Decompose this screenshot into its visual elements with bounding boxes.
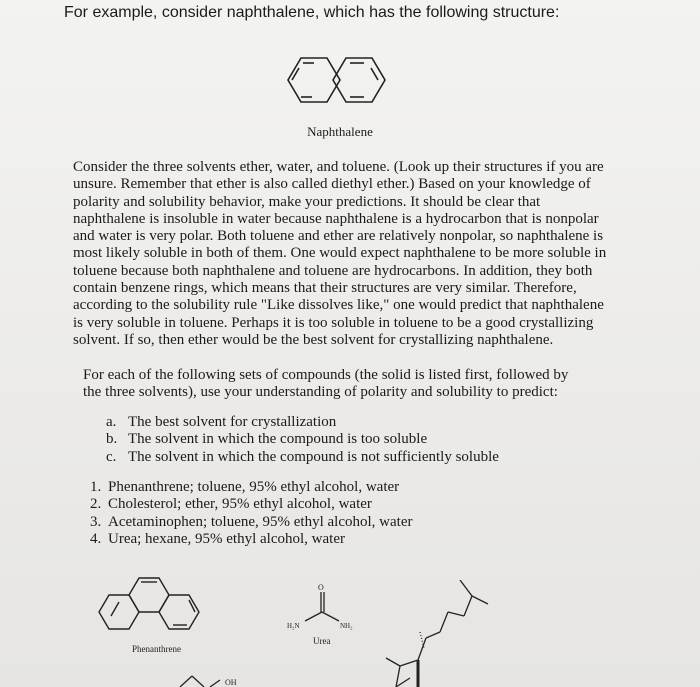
urea-amine-left: H₂N: [287, 622, 300, 630]
list-item-text: Acetaminophen; toluene, 95% ethyl alcohol, water: [108, 513, 413, 530]
list-item: [90, 496, 412, 513]
urea-oxygen: O: [318, 583, 324, 592]
list-marker: b.: [106, 431, 118, 448]
list-marker: 3.: [90, 513, 102, 530]
naphthalene-structure: [280, 40, 400, 120]
list-item: [90, 479, 412, 496]
prediction-options: [106, 414, 499, 466]
list-item-text: Urea; hexane, 95% ethyl alcohol, water: [108, 530, 345, 547]
naphthalene-caption: Naphthalene: [307, 124, 373, 139]
urea-amine-right: NH₂: [340, 622, 353, 630]
list-marker: 1.: [90, 479, 102, 495]
intro-text: For example, consider naphthalene, which has the following structure:: [64, 4, 560, 21]
phenanthrene-label-graphic: [120, 640, 210, 656]
list-marker: 2.: [90, 496, 102, 513]
list-item-text: The solvent in which the compound is not sufficiently soluble: [128, 448, 499, 465]
list-marker: 4.: [90, 530, 102, 547]
paragraph-solvents: Consider the three solvents ether, water, and toluene. (Look up their structures if you are unsure. Remember that ether is also called diethyl ether.) Based on your knowledge of polarity and solubility behavior, make your predictions. It should be clear that naphthalene is insoluble in water because naphthalene is a hydrocarbon that is nonpolar and water is very polar. Both toluene and ether are relatively nonpolar, so naphthalene is most likely soluble in both of them. One would expect naphthalene to be more soluble in toluene because both naphthalene and toluene are hydrocarbons. In addition, they both contain benzene rings, which means that their structures are very similar. Therefore, according to the solubility rule "Like dissolves like," one would predict that naphthalene is very soluble in toluene. Perhaps it is too soluble in toluene to be a good crystallizing solvent. If so, then ether would be the best solvent for crystallizing naphthalene.: [73, 159, 607, 348]
hydroxyl-label: OH: [225, 678, 237, 687]
list-item-text: Phenanthrene; toluene, 95% ethyl alcohol, water: [108, 479, 400, 495]
phenanthrene-structure: [95, 568, 225, 640]
compound-sets: [90, 479, 412, 548]
phenanthrene-label: Phenanthrene: [132, 644, 181, 654]
list-marker: a.: [106, 414, 117, 430]
acetaminophen-structure-partial: [170, 668, 260, 687]
list-item: [90, 531, 412, 548]
list-item-text: Cholesterol; ether, 95% ethyl alcohol, water: [108, 496, 372, 513]
list-item: [106, 431, 499, 448]
urea-structure: [280, 578, 370, 648]
list-item-text: The solvent in which the compound is too soluble: [128, 431, 428, 448]
paragraph-instructions: For each of the following sets of compounds (the solid is listed first, followed by the three solvents), use your understanding of polarity and solubility to predict:: [83, 367, 569, 401]
list-item: [106, 414, 499, 431]
urea-label: Urea: [313, 636, 331, 646]
cholesterol-structure-partial: [360, 580, 500, 687]
list-item-text: The best solvent for crystallization: [128, 414, 337, 430]
list-item: [90, 514, 412, 531]
list-item: [106, 449, 499, 466]
list-marker: c.: [106, 448, 117, 465]
